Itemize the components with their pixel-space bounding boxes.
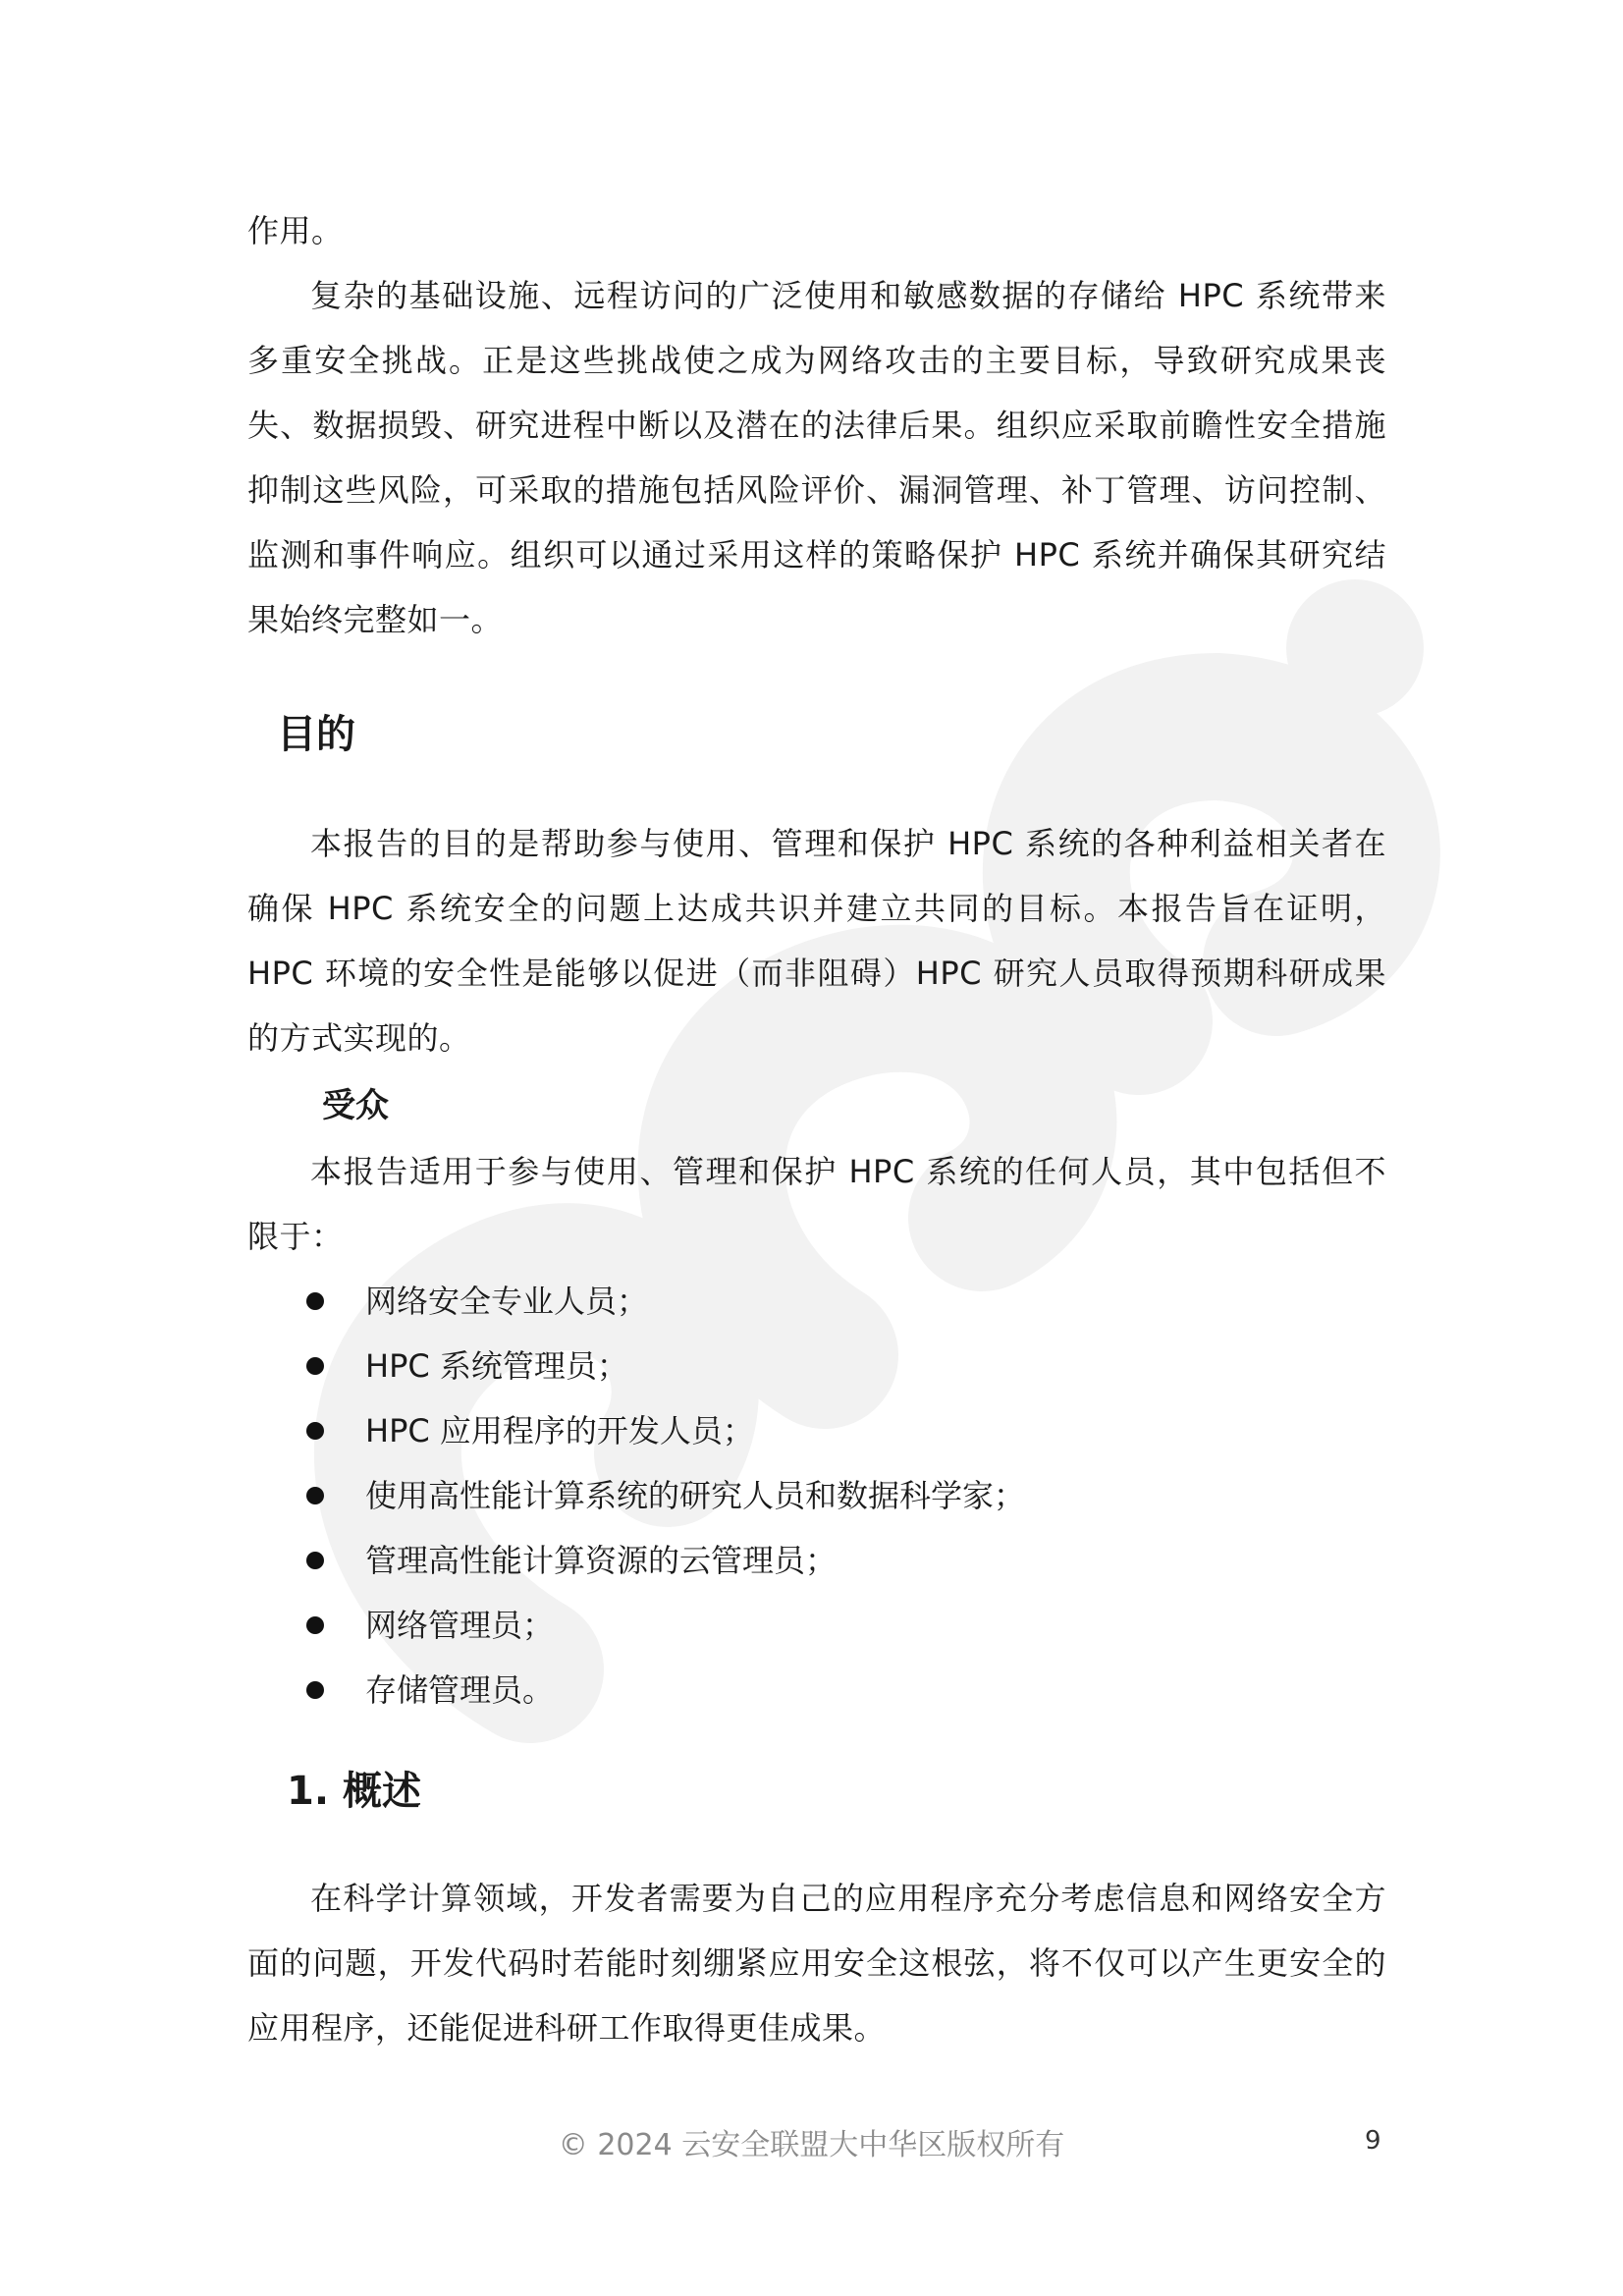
bullet-icon [306, 1616, 324, 1634]
list-item: 管理高性能计算资源的云管理员； [247, 1528, 1386, 1593]
bullet-icon [306, 1681, 324, 1699]
page-footer [0, 2121, 1623, 2170]
paragraph-continuation: 作用。 [247, 212, 344, 249]
list-item: 网络安全专业人员； [247, 1269, 1386, 1334]
heading-overview: 1. 概述 [287, 1769, 421, 1814]
bullet-icon [306, 1357, 324, 1375]
bullet-icon [306, 1487, 324, 1504]
paragraph-security-challenges: 复杂的基础设施、远程访问的广泛使用和敏感数据的存储给 HPC 系统带来多重安全挑战。正是这些挑战使之成为网络攻击的主要目标，导致研究成果丧失、数据损毁、研究进程中断以及潜在的法律后果。组织应采取前瞻性安全措施抑制这些风险，可采取的措施包括风险评价、漏洞管理、补丁管理、访问控制、监测和事件响应。组织可以通过采用这样的策略保护 HPC 系统并确保其研究结果始终完整如一。 [247, 277, 1386, 638]
bullet-icon [306, 1292, 324, 1310]
audience-list [247, 1269, 1386, 1722]
list-item: HPC 应用程序的开发人员； [247, 1398, 1386, 1463]
list-item: 存储管理员。 [247, 1658, 1386, 1722]
paragraph-purpose: 本报告的目的是帮助参与使用、管理和保护 HPC 系统的各种利益相关者在确保 HPC 系统安全的问题上达成共识并建立共同的目标。本报告旨在证明，HPC 环境的安全性是能够以促进（而非阻碍）HPC 研究人员取得预期科研成果的方式实现的。 [247, 825, 1386, 1057]
bullet-icon [306, 1552, 324, 1569]
copyright-notice: © 2024 云安全联盟大中华区版权所有 [558, 2128, 1065, 2162]
list-item: 使用高性能计算系统的研究人员和数据科学家； [247, 1463, 1386, 1528]
list-item: HPC 系统管理员； [247, 1334, 1386, 1398]
list-item: 网络管理员； [247, 1593, 1386, 1658]
page-number: 9 [1365, 2126, 1381, 2156]
page-content [247, 196, 1386, 2060]
paragraph-audience-intro: 本报告适用于参与使用、管理和保护 HPC 系统的任何人员，其中包括但不限于： [247, 1153, 1386, 1255]
heading-purpose: 目的 [277, 712, 355, 757]
heading-audience: 受众 [322, 1086, 389, 1125]
paragraph-overview: 在科学计算领域，开发者需要为自己的应用程序充分考虑信息和网络安全方面的问题，开发代码时若能时刻绷紧应用安全这根弦，将不仅可以产生更安全的应用程序，还能促进科研工作取得更佳成果。 [247, 1880, 1386, 2047]
bullet-icon [306, 1422, 324, 1440]
